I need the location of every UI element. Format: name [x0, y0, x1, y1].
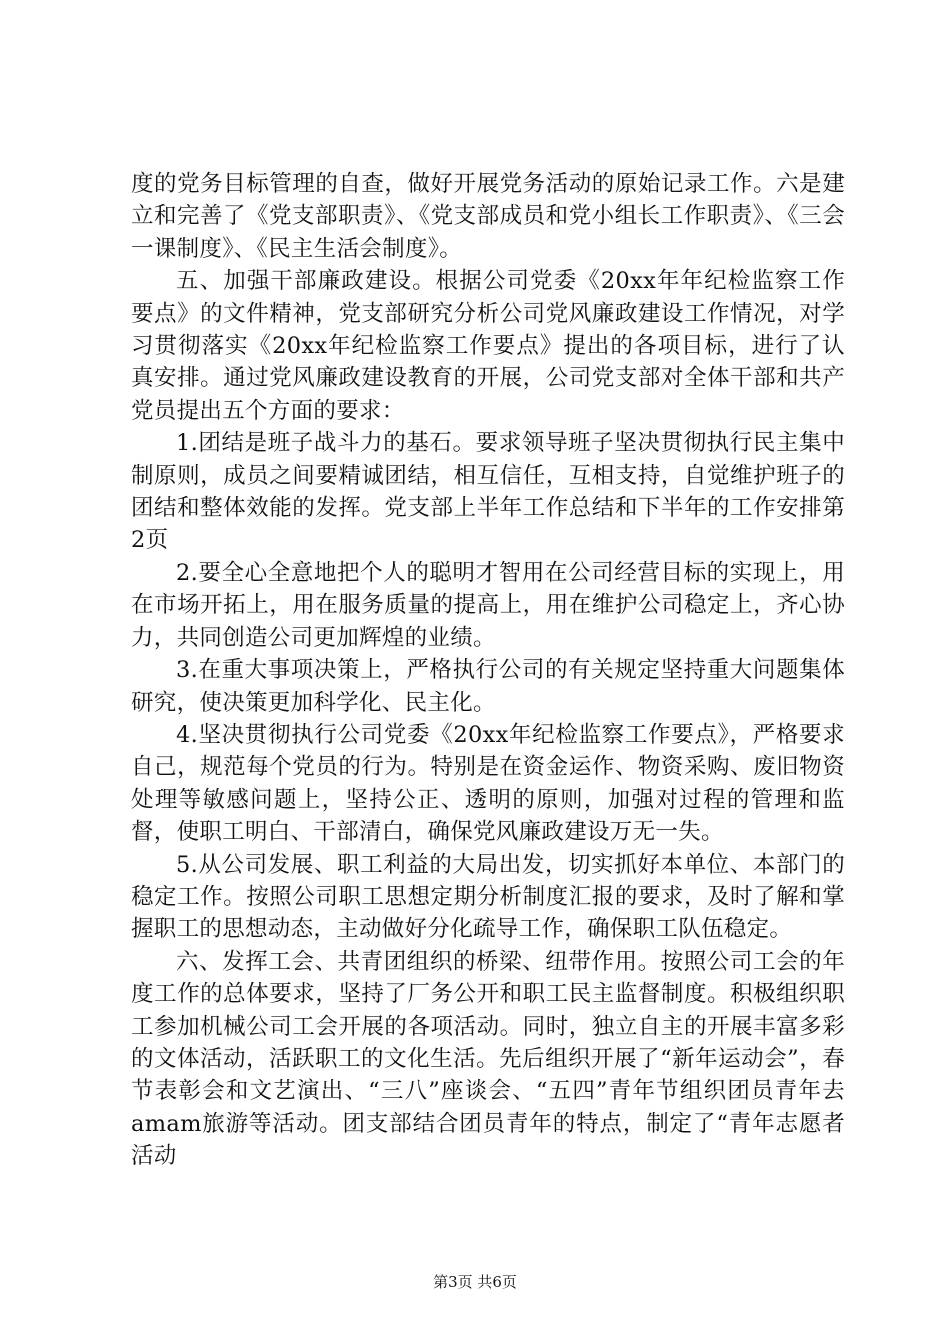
paragraph-item-3: 3.在重大事项决策上，严格执行公司的有关规定坚持重大问题集体研究，使决策更加科学化、民主化。	[131, 657, 845, 716]
paragraph-item-1: 1.团结是班子战斗力的基石。要求领导班子坚决贯彻执行民主集中制原则，成员之间要精诚团结，相互信任，互相支持，自觉维护班子的团结和整体效能的发挥。党支部上半年工作总结和下半年的工作安排第2页	[131, 430, 845, 554]
paragraph-section-five: 五、加强干部廉政建设。根据公司党委《20xx年年纪检监察工作要点》的文件精神，党支部研究分析公司党风廉政建设工作情况，对学习贯彻落实《20xx年纪检监察工作要点》提出的各项目标，进行了认真安排。通过党风廉政建设教育的开展，公司党支部对全体干部和共产党员提出五个方面的要求：	[131, 268, 845, 424]
paragraph-continuation: 度的党务目标管理的自查，做好开展党务活动的原始记录工作。六是建立和完善了《党支部职责》、《党支部成员和党小组长工作职责》、《三会一课制度》、《民主生活会制度》。	[131, 171, 845, 262]
page-footer	[0, 1271, 950, 1292]
document-body	[131, 168, 845, 1173]
paragraph-section-six: 六、发挥工会、共青团组织的桥梁、纽带作用。按照公司工会的年度工作的总体要求，坚持了厂务公开和职工民主监督制度。积极组织职工参加机械公司工会开展的各项活动。同时，独立自主的开展丰富多彩的文体活动，活跃职工的文化生活。先后组织开展了“新年运动会”，春节表彰会和文艺演出、“三八”座谈会、“五四”青年节组织团员青年去amam旅游等活动。团支部结合团员青年的特点，制定了“青年志愿者活动	[131, 948, 845, 1170]
paragraph-item-2: 2.要全心全意地把个人的聪明才智用在公司经营目标的实现上，用在市场开拓上，用在服务质量的提高上，用在维护公司稳定上，齐心协力，共同创造公司更加辉煌的业绩。	[131, 559, 845, 651]
paragraph-item-5: 5.从公司发展、职工利益的大局出发，切实抓好本单位、本部门的稳定工作。按照公司职工思想定期分析制度汇报的要求，及时了解和掌握职工的思想动态，主动做好分化疏导工作，确保职工队伍稳定。	[131, 851, 845, 943]
page-number-label: 第3页 共6页	[433, 1273, 517, 1291]
paragraph-item-4: 4.坚决贯彻执行公司党委《20xx年纪检监察工作要点》，严格要求自己，规范每个党员的行为。特别是在资金运作、物资采购、废旧物资处理等敏感问题上，坚持公正、透明的原则，加强对过程的管理和监督，使职工明白、干部清白，确保党风廉政建设万无一失。	[131, 721, 845, 846]
